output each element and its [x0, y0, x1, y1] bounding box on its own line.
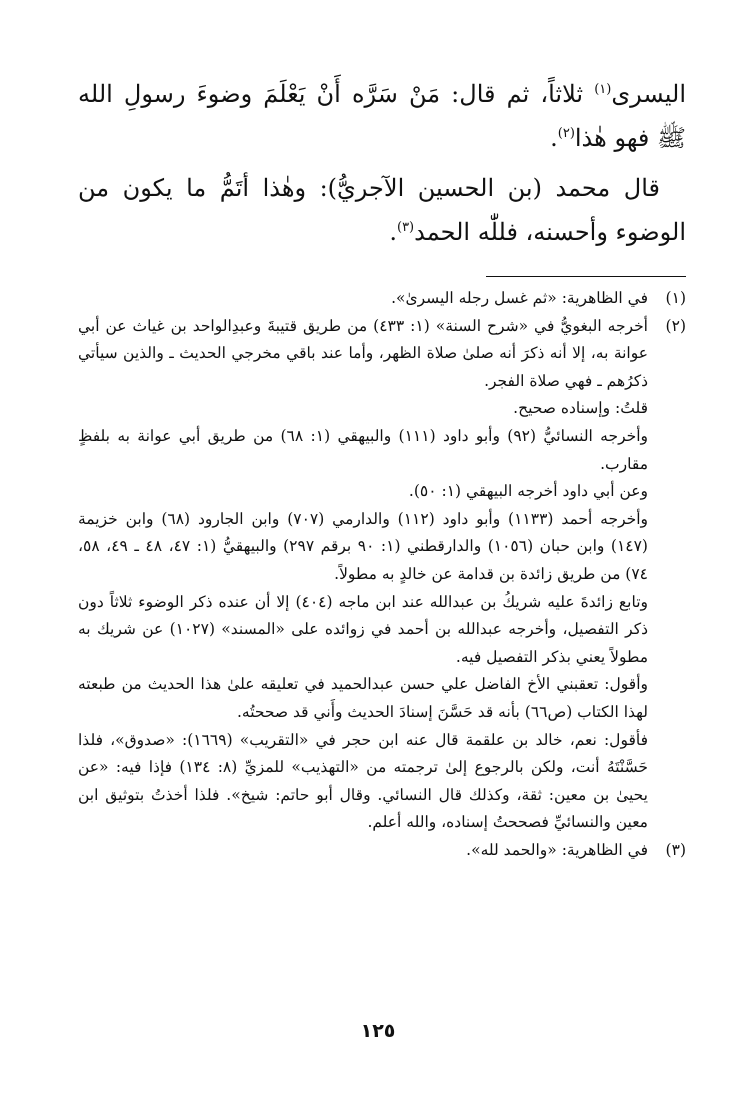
footnote-body — [78, 837, 648, 865]
footnote-body — [78, 285, 648, 313]
footnote-paragraph: وأقول: تعقبني الأخ الفاضل علي حسن عبدالحميد في تعليقه علىٰ هذا الحديث من طبعته لهذا الكتاب (ص٦٦) بأنه قد حَسَّنَ إسنادَ الحديث وأَني قد صححتُه. — [78, 675, 648, 721]
footnote-ref: (١) — [594, 82, 612, 97]
footnote-separator — [486, 276, 686, 277]
main-text-run: . — [550, 124, 558, 152]
footnote — [78, 313, 686, 837]
footnote — [78, 285, 686, 313]
main-text-run: اليسرى — [611, 80, 686, 108]
main-text-run: ثلاثاً، ثم قال: مَنْ سَرَّه أَنْ يَعْلَمَ وضوءَ رسولِ الله ﷺ فهو هٰذا — [78, 80, 686, 152]
footnote — [78, 837, 686, 865]
footnote-paragraph: أخرجه البغويُّ في «شرح السنة» (١: ٤٣٣) من طريق قتيبةَ وعبدِالواحد بن غياث عن أبي عوانة به، إلا أنه ذكرَ أنه صلىٰ صلاة الظهر، وأما عند باقي مخرجي الحديث ـ والذين سيأتي ذكرُهم ـ فهي صلاة الفجر. — [78, 316, 648, 390]
footnote-paragraph: فأقول: نعم، خالد بن علقمة قال عنه ابن حجر في «التقريب» (١٦٦٩): «صدوق»، فلذا حَسَّنْتَهُ أنت، ولكن بالرجوع إلىٰ ترجمته من «التهذيب» للمزيِّ (٨: ١٣٤) فإذا فيه: «عن يحيىٰ بن معين: ثقة، وكذلك قال النسائي. وقال أبو حاتم: شيخ». فلذا أخذتُ بتوثيق ابن معين والنسائيِّ فصححتُ إسناده، والله أعلم. — [78, 730, 648, 832]
page-number: ١٢٥ — [360, 1020, 396, 1042]
footnote-body — [78, 313, 648, 837]
footnote-ref: (٣) — [396, 220, 415, 235]
footnote-number: (١) — [665, 289, 686, 307]
footnote-paragraph: في الظاهرية: «ثم غسل رجله اليسرىٰ». — [391, 289, 648, 307]
footnote-paragraph: وأخرجه أحمد (١١٣٣) وأبو داود (١١٢) والدارمي (٧٠٧) وابن الجارود (٦٨) وابن خزيمة (١٤٧) وابن حبان (١٠٥٦) والدارقطني (١: ٩٠ برقم ٢٩٧) والبيهقيُّ (١: ٤٧، ٤٨ ـ ٤٩، ٥٨، ٧٤) من طريق زائدة بن قدامة عن خالدٍ به مطولاً. — [78, 509, 648, 583]
book-page — [78, 72, 686, 1112]
footnote-paragraph: قلتُ: وإسناده صحيح. — [513, 399, 648, 418]
footnote-paragraph: في الظاهرية: «والحمد لله». — [466, 840, 648, 859]
footnote-paragraph: وعن أبي داود أخرجه البيهقي (١: ٥٠). — [408, 482, 648, 501]
footnote-number: (٢) — [665, 316, 686, 335]
footnote-ref: (٢) — [557, 126, 575, 141]
main-paragraph — [78, 166, 686, 254]
footnote-paragraph: وأخرجه النسائيُّ (٩٢) وأبو داود (١١١) والبيهقي (١: ٦٨) من طريق أبي عوانة به بلفظٍ مقارب. — [78, 426, 648, 473]
main-text-run: قال محمد (بن الحسين الآجريُّ): وهٰذا أتَمُّ ما يكون من الوضوء وأحسنه، فللّٰه الحمد — [78, 174, 686, 246]
main-paragraph — [78, 72, 686, 160]
main-text — [78, 72, 686, 254]
footnotes — [78, 285, 686, 864]
footnote-number: (٣) — [665, 840, 686, 859]
main-text-run: . — [389, 218, 397, 246]
footnote-paragraph: وتابع زائدةَ عليه شريكُ بن عبدالله عند ابن ماجه (٤٠٤) إلا أن عنده ذكر الوضوء ثلاثاً دون ذكر التفصيل، وأخرجه عبدالله بن أحمد في زوائده على «المسند» (١٠٢٧) عن شريك به مطولاً يعني بذكر التفصيل فيه. — [78, 592, 649, 666]
